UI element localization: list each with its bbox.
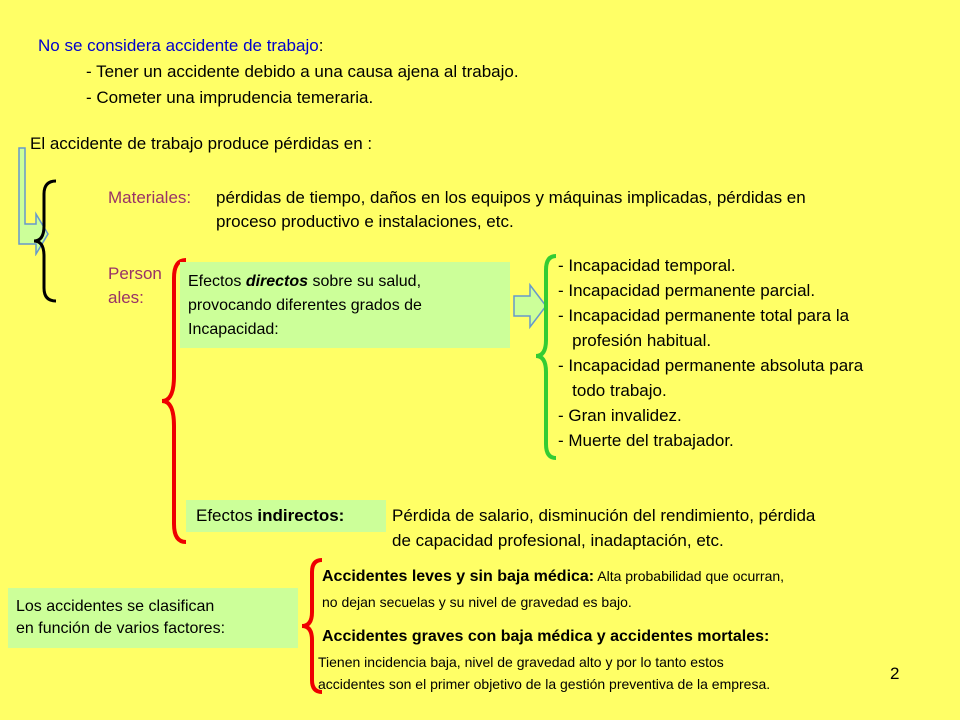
- no-accidente-title: [38, 34, 323, 58]
- accidentes-leves: [322, 568, 784, 586]
- incapacidad-item: profesión habitual.: [558, 331, 712, 350]
- accidentes-graves-desc2: accidentes son el primer objetivo de la gestión preventiva de la empresa.: [318, 676, 771, 692]
- accidentes-leves-title: Accidentes leves y sin baja médica:: [322, 568, 595, 585]
- incapacidad-item: - Incapacidad permanente total para la: [558, 306, 850, 325]
- incapacidad-item: todo trabajo.: [558, 381, 667, 400]
- indirectos-emphasis: indirectos:: [257, 506, 345, 525]
- incapacidad-item: - Incapacidad permanente parcial.: [558, 281, 816, 300]
- efectos-directos-line2: provocando diferentes grados de: [188, 297, 422, 314]
- incapacidad-item: - Muerte del trabajador.: [558, 431, 734, 450]
- materiales-line1: pérdidas de tiempo, daños en los equipos y máquinas implicadas, pérdidas en: [216, 188, 806, 207]
- directos-emphasis: directos: [245, 273, 309, 290]
- accidentes-leves-desc1: Alta probabilidad que ocurran,: [594, 568, 785, 584]
- no-accidente-item: - Tener un accidente debido a una causa ajena al trabajo.: [86, 62, 519, 81]
- efectos-indirectos-box: [186, 500, 386, 532]
- materiales-label: Materiales:: [108, 188, 192, 207]
- personales-label-line2: ales:: [108, 288, 144, 307]
- incapacidad-item: - Incapacidad permanente absoluta para: [558, 356, 864, 375]
- no-accidente-item: - Cometer una imprudencia temeraria.: [86, 88, 374, 107]
- materiales-line2: proceso productivo e instalaciones, etc.: [216, 212, 514, 231]
- incapacidad-item: - Gran invalidez.: [558, 406, 682, 425]
- efectos-directos-line3: Incapacidad:: [188, 321, 279, 338]
- efectos-directos-box: [180, 262, 510, 348]
- accidentes-graves-title: Accidentes graves con baja médica y accidentes mortales:: [322, 628, 770, 645]
- efectos-directos-line1: [188, 270, 421, 294]
- directos-pre: Efectos: [188, 273, 246, 290]
- indirectos-pre: Efectos: [196, 506, 258, 525]
- efectos-indirectos-label: [196, 504, 344, 528]
- perdidas-intro: El accidente de trabajo produce pérdidas en :: [30, 134, 373, 153]
- accidentes-leves-desc2: no dejan secuelas y su nivel de gravedad es bajo.: [322, 594, 632, 610]
- clasificacion-line2: en función de varios factores:: [16, 620, 226, 637]
- incapacidad-item: - Incapacidad temporal.: [558, 256, 736, 275]
- green-brace-icon: [530, 252, 560, 462]
- no-accidente-title-text: No se considera accidente de trabajo: [38, 36, 319, 55]
- indirectos-text-line2: de capacidad profesional, inadaptación, etc.: [392, 531, 724, 550]
- clasificacion-line1: Los accidentes se clasifican: [16, 598, 215, 615]
- no-accidente-colon: :: [318, 36, 324, 55]
- page-number: 2: [890, 664, 900, 683]
- directos-post: sobre su salud,: [308, 273, 422, 290]
- accidentes-graves-desc1: Tienen incidencia baja, nivel de gravedad alto y por lo tanto estos: [318, 654, 724, 670]
- black-brace-icon: [30, 178, 60, 304]
- personales-label-line1: Person: [108, 264, 162, 283]
- indirectos-text-line1: Pérdida de salario, disminución del rendimiento, pérdida: [392, 506, 816, 525]
- clasificacion-box: [8, 588, 298, 648]
